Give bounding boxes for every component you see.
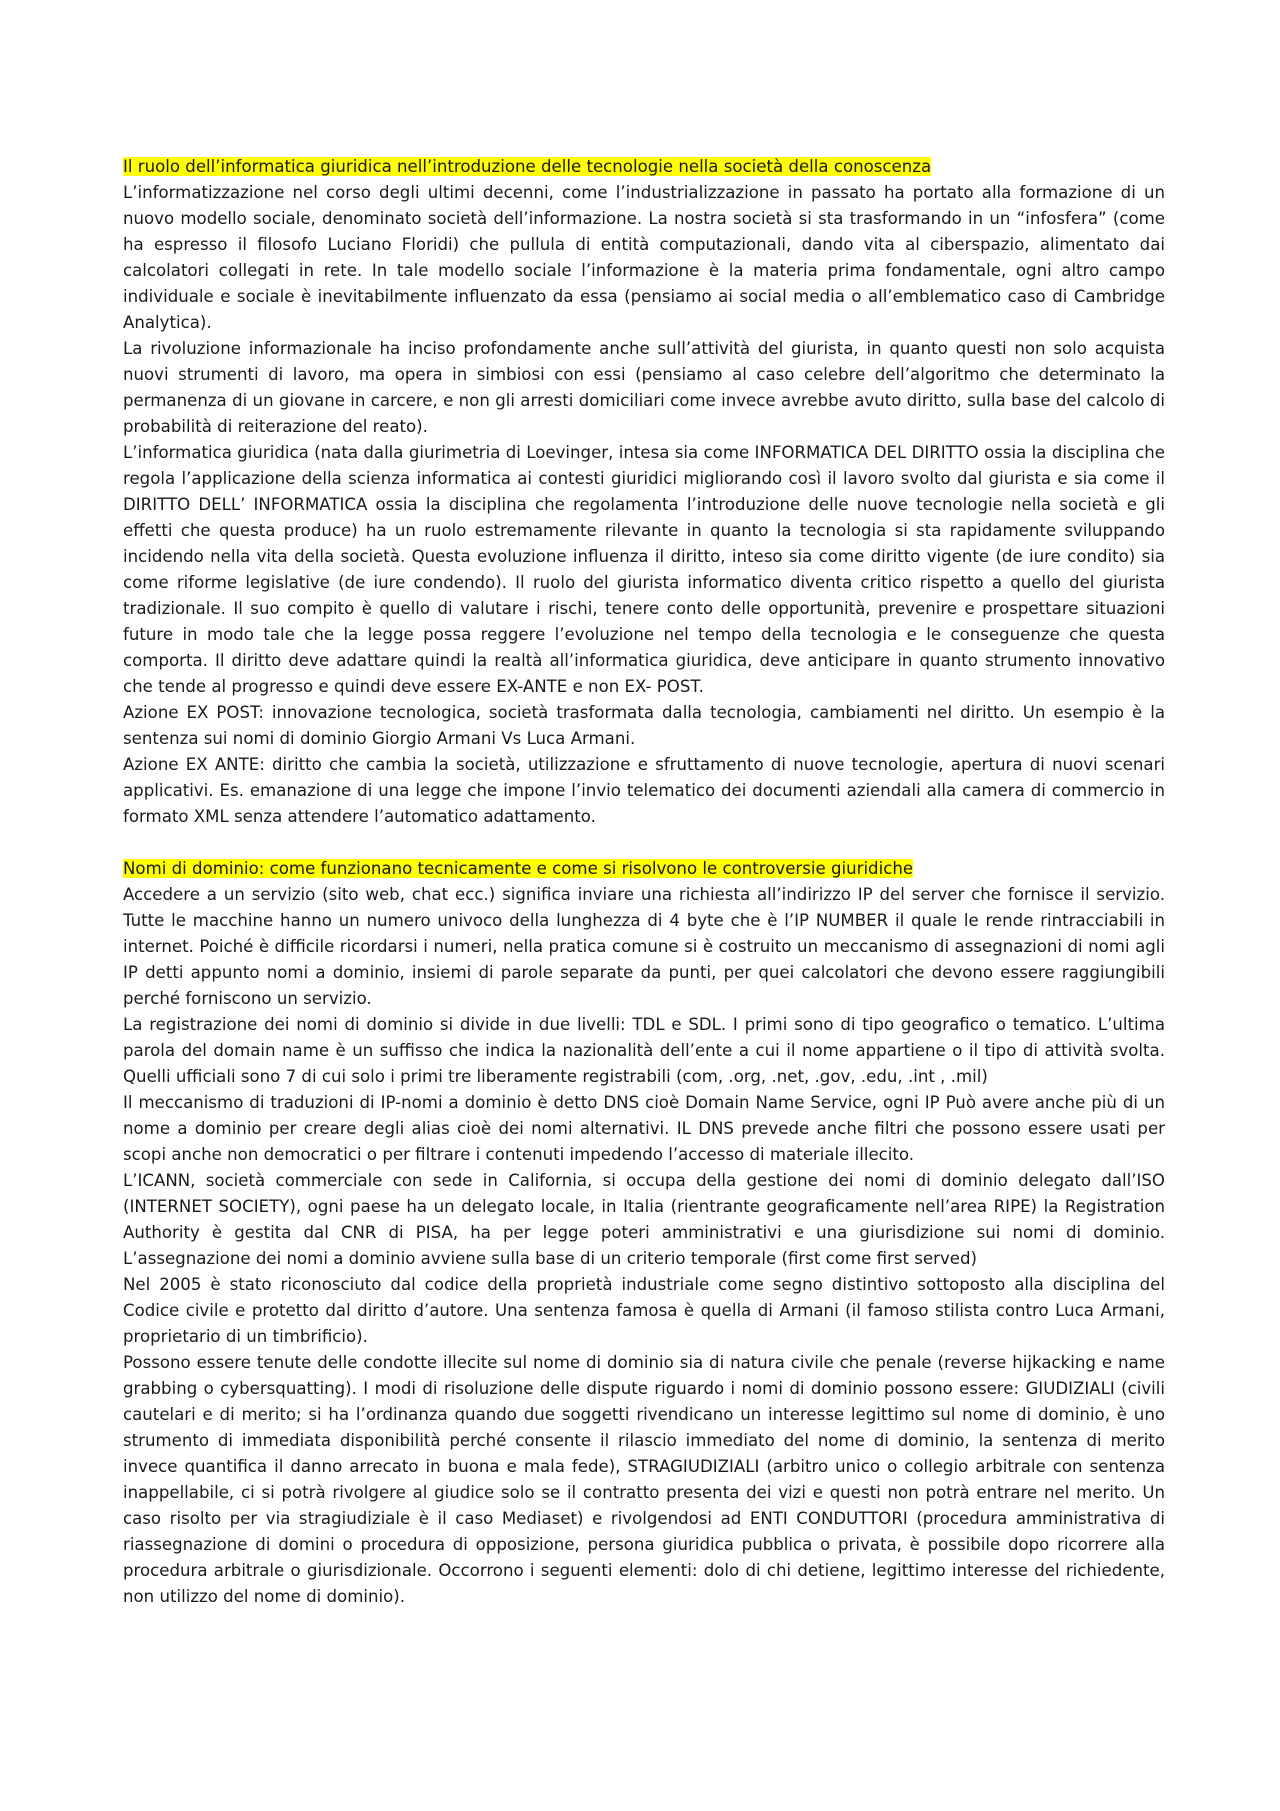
- document-page: [123, 154, 1165, 1610]
- paragraph: Il meccanismo di traduzioni di IP-nomi a dominio è detto DNS cioè Domain Name Service, ogni IP Può avere anche più di un nome a dominio per creare degli alias cioè dei nomi alternativi. IL DNS prevede anche filtri che possono essere usati per scopi anche non democratici o per filtrare i contenuti impedendo l’accesso di materiale illecito.: [123, 1093, 1165, 1164]
- paragraph: Nel 2005 è stato riconosciuto dal codice della proprietà industriale come segno distintivo sottoposto alla disciplina del Codice civile e protetto dal diritto d’autore. Una sentenza famosa è quella di Armani (il famoso stilista contro Luca Armani, proprietario di un timbrificio).: [123, 1275, 1165, 1346]
- section-heading: [123, 154, 1165, 180]
- paragraph: Azione EX ANTE: diritto che cambia la società, utilizzazione e sfruttamento di nuove tecnologie, apertura di nuovi scenari applicativi. Es. emanazione di una legge che impone l’invio telematico dei documenti aziendali alla camera di commercio in formato XML senza attendere l’automatico adattamento.: [123, 755, 1165, 826]
- section-heading-text: Nomi di dominio: come funzionano tecnicamente e come si risolvono le controversie giuridiche: [123, 859, 914, 878]
- section-informatica-giuridica: [123, 154, 1165, 830]
- paragraph: L’informatica giuridica (nata dalla giurimetria di Loevinger, intesa sia come INFORMATICA DEL DIRITTO ossia la disciplina che regola l’applicazione della scienza informatica ai contesti giuridici migliorando così il lavoro svolto dal giurista e sia come il DIRITTO DELL’ INFORMATICA ossia la disciplina che regolamenta l’introduzione delle nuove tecnologie nella società e gli effetti che questa produce) ha un ruolo estremamente rilevante in quanto la tecnologia si sta rapidamente sviluppando incidendo nella vita della società. Questa evoluzione influenza il diritto, inteso sia come diritto vigente (de iure condito) sia come riforme legislative (de iure condendo). Il ruolo del giurista informatico diventa critico rispetto a quello del giurista tradizionale. Il suo compito è quello di valutare i rischi, tenere conto delle opportunità, prevenire e prospettare situazioni future in modo tale che la legge possa reggere l’evoluzione nel tempo della tecnologia e le conseguenze che questa comporta. Il diritto deve adattare quindi la realtà all’informatica giuridica, deve anticipare in quanto strumento innovativo che tende al progresso e quindi deve essere EX-ANTE e non EX- POST.: [123, 443, 1165, 696]
- paragraph: Azione EX POST: innovazione tecnologica, società trasformata dalla tecnologia, cambiamenti nel diritto. Un esempio è la sentenza sui nomi di dominio Giorgio Armani Vs Luca Armani.: [123, 703, 1165, 748]
- paragraph: L’informatizzazione nel corso degli ultimi decenni, come l’industrializzazione in passato ha portato alla formazione di un nuovo modello sociale, denominato società dell’informazione. La nostra società si sta trasformando in un “infosfera” (come ha espresso il filosofo Luciano Floridi) che pullula di entità computazionali, dando vita al ciberspazio, alimentato dai calcolatori collegati in rete. In tale modello sociale l’informazione è la materia prima fondamentale, ogni altro campo individuale e sociale è inevitabilmente influenzato da essa (pensiamo ai social media o all’emblematico caso di Cambridge Analytica).: [123, 183, 1165, 332]
- paragraph: L’ICANN, società commerciale con sede in California, si occupa della gestione dei nomi di dominio delegato dall’ISO (INTERNET SOCIETY), ogni paese ha un delegato locale, in Italia (rientrante geograficamente nell’area RIPE) la Registration Authority è gestita dal CNR di PISA, ha per legge poteri amministrativi e una giurisdizione sui nomi di dominio. L’assegnazione dei nomi a dominio avviene sulla base di un criterio temporale (first come first served): [123, 1171, 1165, 1268]
- paragraph: La rivoluzione informazionale ha inciso profondamente anche sull’attività del giurista, in quanto questi non solo acquista nuovi strumenti di lavoro, ma opera in simbiosi con essi (pensiamo al caso celebre dell’algoritmo che determinato la permanenza di un giovane in carcere, e non gli arresti domiciliari come invece avrebbe avuto diritto, sulla base del calcolo di probabilità di reiterazione del reato).: [123, 339, 1165, 436]
- paragraph: Accedere a un servizio (sito web, chat ecc.) significa inviare una richiesta all’indirizzo IP del server che fornisce il servizio. Tutte le macchine hanno un numero univoco della lunghezza di 4 byte che è l’IP NUMBER il quale le rende rintracciabili in internet. Poiché è difficile ricordarsi i numeri, nella pratica comune si è costruito un meccanismo di assegnazioni di nomi agli IP detti appunto nomi a dominio, insiemi di parole separate da punti, per quei calcolatori che devono essere raggiungibili perché forniscono un servizio.: [123, 885, 1165, 1008]
- paragraph: La registrazione dei nomi di dominio si divide in due livelli: TDL e SDL. I primi sono di tipo geografico o tematico. L’ultima parola del domain name è un suffisso che indica la nazionalità dell’ente a cui il nome appartiene o il tipo di attività svolta. Quelli ufficiali sono 7 di cui solo i primi tre liberamente registrabili (com, .org, .net, .gov, .edu, .int , .mil): [123, 1015, 1165, 1086]
- paragraph: Possono essere tenute delle condotte illecite sul nome di dominio sia di natura civile che penale (reverse hijkacking e name grabbing o cybersquatting). I modi di risoluzione delle dispute riguardo i nomi di dominio possono essere: GIUDIZIALI (civili cautelari e di merito; si ha l’ordinanza quando due soggetti rivendicano un interesse legittimo sul nome di dominio, è uno strumento di immediata disponibilità perché consente il rilascio immediato del nome di dominio, la sentenza di merito invece quantifica il danno arrecato in buona e mala fede), STRAGIUDIZIALI (arbitro unico o collegio arbitrale con sentenza inappellabile, ci si potrà rivolgere al giudice solo se il contratto presenta dei vizi e questi non potrà entrare nel merito. Un caso risolto per via stragiudiziale è il caso Mediaset) e rivolgendosi ad ENTI CONDUTTORI (procedura amministrativa di riassegnazione di domini o procedura di opposizione, persona giuridica pubblica o privata, è possibile dopo ricorrere alla procedura arbitrale o giurisdizionale. Occorrono i seguenti elementi: dolo di chi detiene, legittimo interesse del richiedente, non utilizzo del nome di dominio).: [123, 1353, 1165, 1606]
- section-heading: [123, 856, 1165, 882]
- section-heading-text: Il ruolo dell’informatica giuridica nell’introduzione delle tecnologie nella società della conoscenza: [123, 157, 932, 176]
- section-nomi-di-dominio: [123, 856, 1165, 1610]
